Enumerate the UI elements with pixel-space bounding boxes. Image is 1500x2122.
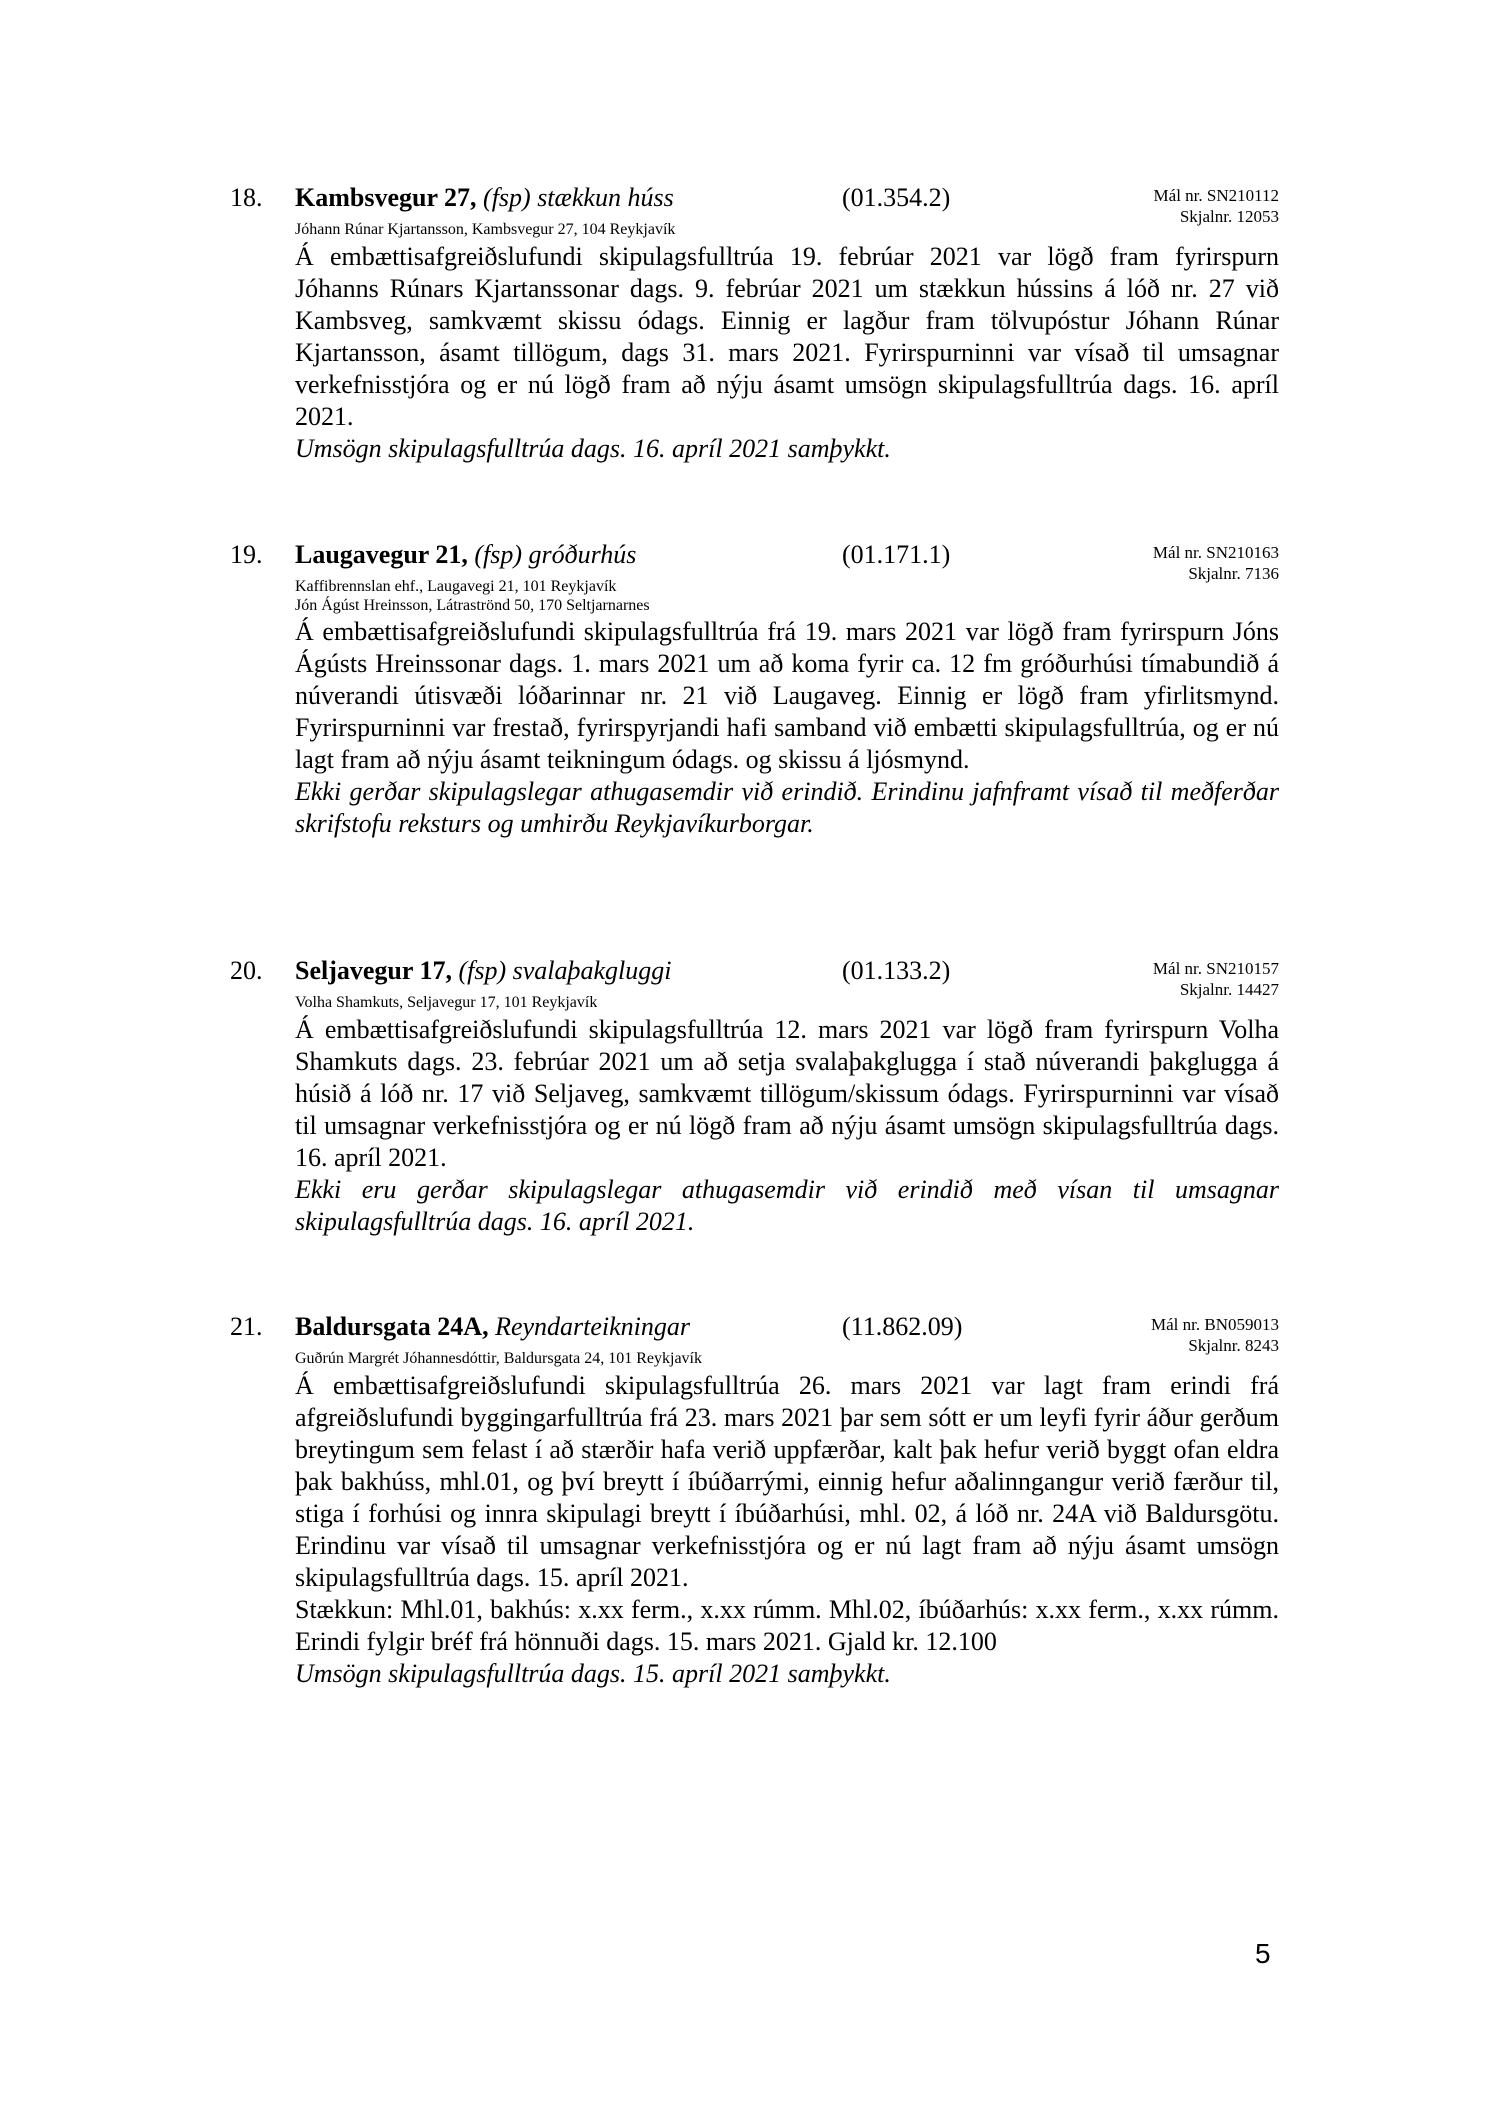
item-applicants (295, 1349, 702, 1368)
item-resolution: Ekki gerðar skipulagslegar athugasemdir við erindið. Erindinu jafnframt vísað til meðferðar skrifstofu reksturs og umhirðu Reykjavíkurborgar. (295, 777, 1279, 838)
item-body (295, 616, 1279, 840)
item-resolution: Ekki eru gerðar skipulagslegar athugasemdir við erindið með vísan til umsagnar skipulagsfulltrúa dags. 16. apríl 2021. (295, 1175, 1279, 1236)
item-title (295, 1312, 690, 1342)
item-subject: (fsp) gróðurhús (474, 540, 637, 569)
item-reference (1151, 1314, 1279, 1356)
record-number: Skjalnr. 14427 (1179, 980, 1279, 999)
item-body (295, 1370, 1279, 1690)
item-title (295, 956, 671, 986)
item-address: Baldursgata 24A, (295, 1312, 489, 1341)
item-description: Á embættisafgreiðslufundi skipulagsfulltrúa 26. mars 2021 var lagt fram erindi frá afgreiðslufundi byggingarfulltrúa frá 23. mars 2021 þar sem sótt er um leyfi fyrir áður gerðum breytingum sem felast í að stærðir hafa verið uppfærðar, kalt þak hefur verið byggt ofan eldra þak bakhúss, mhl.01, og því breytt í íbúðarrými, einnig hefur aðalinngangur verið færður til, stiga í forhúsi og innra skipulagi breytt í íbúðarhúsi, mhl. 02, á lóð nr. 24A við Baldursgötu. Erindinu var vísað til umsagnar verkefnisstjóra og er nú lagt fram að nýju ásamt umsögn skipulagsfulltrúa dags. 15. apríl 2021. (295, 1371, 1279, 1592)
record-number: Skjalnr. 8243 (1188, 1336, 1279, 1355)
item-applicants (295, 577, 650, 615)
item-reference (1153, 958, 1279, 1000)
applicant: Jóhann Rúnar Kjartansson, Kambsvegur 27, 104 Reykjavík (295, 221, 676, 238)
page-number: 5 (1255, 1938, 1271, 1969)
item-title (295, 540, 636, 570)
item-description-extra: Stækkun: Mhl.01, bakhús: x.xx ferm., x.xx rúmm. Mhl.02, íbúðarhús: x.xx ferm., x.xx rúmm. Erindi fylgir bréf frá hönnuði dags. 15. mars 2021. Gjald kr. 12.100 (295, 1595, 1279, 1656)
case-number: Mál nr. SN210157 (1152, 959, 1279, 978)
item-land-code: (01.354.2) (842, 183, 951, 212)
item-applicants (295, 220, 675, 239)
case-number: Mál nr. SN210163 (1152, 543, 1279, 562)
item-resolution: Umsögn skipulagsfulltrúa dags. 15. apríl 2021 samþykkt. (295, 1659, 891, 1688)
item-title (295, 183, 674, 213)
item-body (295, 1014, 1279, 1238)
item-address: Seljavegur 17, (295, 956, 452, 985)
applicant: Jón Ágúst Hreinsson, Látraströnd 50, 170 Seltjarnarnes (295, 597, 650, 614)
item-description: Á embættisafgreiðslufundi skipulagsfulltrúa frá 19. mars 2021 var lögð fram fyrirspurn Jóns Ágústs Hreinssonar dags. 1. mars 2021 um að koma fyrir ca. 12 fm gróðurhúsi tímabundið á núverandi útisvæði lóðarinnar nr. 21 við Laugaveg. Einnig er lögð fram yfirlitsmynd. Fyrirspurninni var frestað, fyrirspyrjandi hafi samband við embætti skipulagsfulltrúa, og er nú lagt fram að nýju ásamt teikningum ódags. og skissu á ljósmynd. (295, 617, 1279, 774)
item-land-code: (01.171.1) (842, 540, 951, 569)
record-number: Skjalnr. 12053 (1179, 207, 1279, 226)
item-reference (1153, 542, 1279, 584)
item-land-code: (01.133.2) (842, 956, 951, 985)
case-number: Mál nr. BN059013 (1151, 1315, 1279, 1334)
item-description: Á embættisafgreiðslufundi skipulagsfulltrúa 12. mars 2021 var lögð fram fyrirspurn Volha Shamkuts dags. 23. febrúar 2021 um að setja svalaþakglugga í stað núverandi þakglugga á húsið á lóð nr. 17 við Seljaveg, samkvæmt tillögum/skissum ódags. Fyrirspurninni var vísað til umsagnar verkefnisstjóra og er nú lögð fram að nýju ásamt umsögn skipulagsfulltrúa dags. 16. apríl 2021. (295, 1015, 1279, 1172)
applicant: Guðrún Margrét Jóhannesdóttir, Baldursgata 24, 101 Reykjavík (295, 1350, 702, 1367)
item-reference (1154, 185, 1279, 227)
applicant: Kaffibrennslan ehf., Laugavegi 21, 101 Reykjavík (295, 578, 617, 595)
item-number: 21. (230, 1312, 263, 1341)
item-subject: Reyndarteikningar (495, 1312, 691, 1341)
case-number: Mál nr. SN210112 (1153, 186, 1279, 205)
item-number: 20. (230, 956, 263, 985)
item-subject: (fsp) svalaþakgluggi (458, 956, 672, 985)
record-number: Skjalnr. 7136 (1188, 564, 1279, 583)
item-applicants (295, 993, 597, 1012)
item-number: 19. (230, 540, 263, 569)
item-subject: (fsp) stækkun húss (483, 183, 674, 212)
item-number: 18. (230, 183, 263, 212)
item-address: Laugavegur 21, (295, 540, 468, 569)
item-land-code: (11.862.09) (842, 1312, 963, 1341)
item-body (295, 241, 1279, 465)
item-resolution: Umsögn skipulagsfulltrúa dags. 16. apríl 2021 samþykkt. (295, 434, 891, 463)
item-address: Kambsvegur 27, (295, 183, 477, 212)
item-description: Á embættisafgreiðslufundi skipulagsfulltrúa 19. febrúar 2021 var lögð fram fyrirspurn Jóhanns Rúnars Kjartanssonar dags. 9. febrúar 2021 um stækkun hússins á lóð nr. 27 við Kambsveg, samkvæmt skissu ódags. Einnig er lagður fram tölvupóstur Jóhann Rúnar Kjartansson, ásamt tillögum, dags 31. mars 2021. Fyrirspurninni var vísað til umsagnar verkefnisstjóra og er nú lögð fram að nýju ásamt umsögn skipulagsfulltrúa dags. 16. apríl 2021. (295, 242, 1279, 431)
applicant: Volha Shamkuts, Seljavegur 17, 101 Reykjavík (295, 994, 598, 1011)
